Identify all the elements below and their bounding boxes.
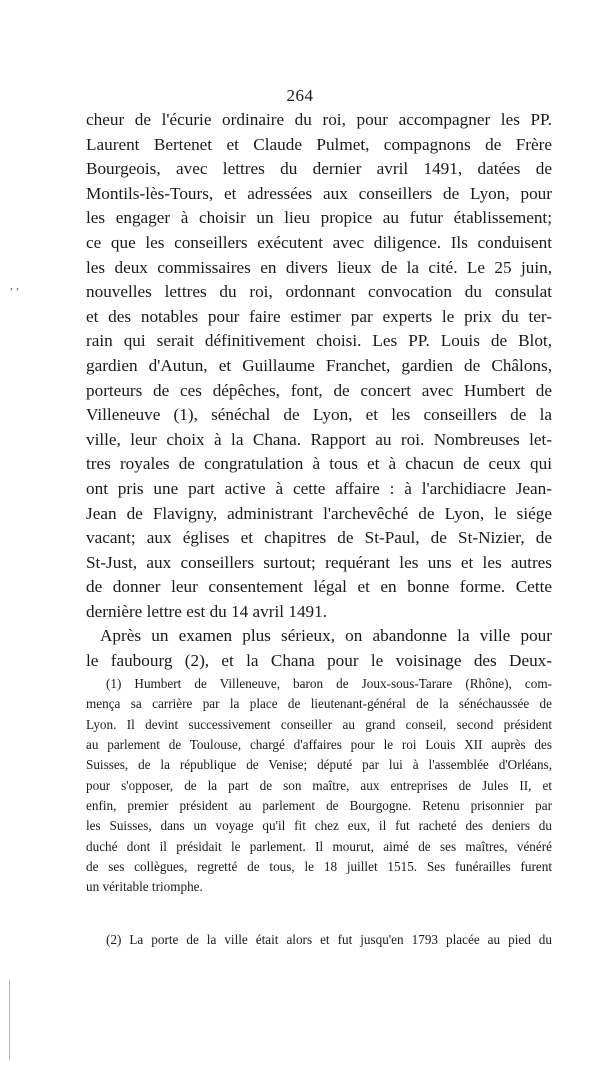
text-line: cheur de l'écurie ordinaire du roi, pour accompagner les PP. (86, 110, 552, 129)
footnote-line: au parlement de Toulouse, chargé d'affaires pour le roi Louis XII auprès des (86, 737, 552, 753)
text-line: Villeneuve (1), sénéchal de Lyon, et les conseillers de la (86, 405, 552, 425)
text-line: Bourgeois, avec lettres du dernier avril 1491, datées de (86, 159, 552, 179)
text-line: les engager à choisir un lieu propice au futur établissement; (86, 208, 552, 228)
footnotes (86, 661, 552, 963)
text-line: ce que les conseillers exécutent avec diligence. Ils conduisent (86, 232, 552, 252)
footnote-line: de ses collègues, regretté de tous, le 18 juillet 1515. Ses funérailles furent (86, 858, 552, 874)
text-line: le faubourg (2), et la Chana pour le voisinage des Deux- (86, 651, 552, 671)
text-line: Après un examen plus sérieux, on abandonne la ville pour (100, 626, 552, 646)
text-line: nouvelles lettres du roi, ordonnant convocation du consulat (86, 282, 552, 302)
text-line: ville, leur choix à la Chana. Rapport au roi. Nombreuses let- (86, 429, 552, 449)
footnote-line: (1) Humbert de Villeneuve, baron de Joux-sous-Tarare (Rhône), com- (106, 676, 552, 692)
footnote-line: pour s'opposer, de la part de son maître, aux entreprises de Jules II, et (86, 777, 552, 793)
page-number: 264 (286, 86, 314, 105)
text-line: Laurent Bertenet et Claude Pulmet, compagnons de Frère (86, 134, 552, 154)
text-line: et des notables pour faire estimer par experts le prix du ter- (86, 306, 552, 326)
text-line: dernière lettre est du 14 avril 1491. (86, 601, 328, 621)
footnote-line: un véritable triomphe. (86, 879, 203, 895)
text-line: Montils-lès-Tours, et adressées aux conseillers de Lyon, pour (86, 183, 552, 203)
footnote-2 (86, 930, 552, 950)
footnote-line: Suisses, de la république de Venise; député par lui à l'assemblée d'Orléans, (86, 757, 552, 773)
footnote-line: les Suisses, dans un voyage qu'il fit chez eux, il fut racheté des deniers du (86, 818, 552, 834)
footnote-line: enfin, premier président au parlement de Bourgogne. Retenu prisonnier par (86, 797, 552, 813)
text-line: tres royales de congratulation à tous et à chacun de ceux qui (86, 454, 552, 474)
text-line: porteurs de ces dépêches, font, de concert avec Humbert de (86, 380, 552, 400)
text-line: les deux commissaires en divers lieux de la cité. Le 25 juin, (86, 257, 552, 277)
footnote-line: mença sa carrière par la place de lieutenant-général de la sénéchaussée de (86, 696, 552, 712)
text-line: Jean de Flavigny, administrant l'archevêché de Lyon, le siége (86, 503, 552, 523)
margin-speck: , , (10, 278, 19, 292)
footnote-1 (86, 674, 552, 897)
scan-edge-mark (9, 980, 10, 1060)
text-line: rain qui serait définitivement choisi. Les PP. Louis de Blot, (86, 331, 552, 351)
main-text (86, 108, 552, 674)
footnote-line: (2) La porte de la ville était alors et fut jusqu'en 1793 placée au pied du (106, 931, 552, 947)
text-line: St-Just, aux conseillers surtout; requérant les uns et les autres (86, 552, 552, 572)
footnote-gap (86, 911, 552, 917)
text-line: vacant; aux églises et chapitres de St-Paul, de St-Nizier, de (86, 528, 552, 548)
footnote-line: duché dont il présidait le parlement. Il mourut, aimé de ses maîtres, vénéré (86, 838, 552, 854)
footnote-line: Lyon. Il devint successivement conseiller au grand conseil, second président (86, 716, 552, 732)
text-line: gardien d'Autun, et Guillaume Franchet, gardien de Châlons, (86, 355, 552, 375)
paragraph-1 (86, 108, 552, 624)
text-line: ont pris une part active à cette affaire : à l'archidiacre Jean- (86, 478, 552, 498)
text-line: de donner leur consentement légal et en bonne forme. Cette (86, 577, 552, 597)
